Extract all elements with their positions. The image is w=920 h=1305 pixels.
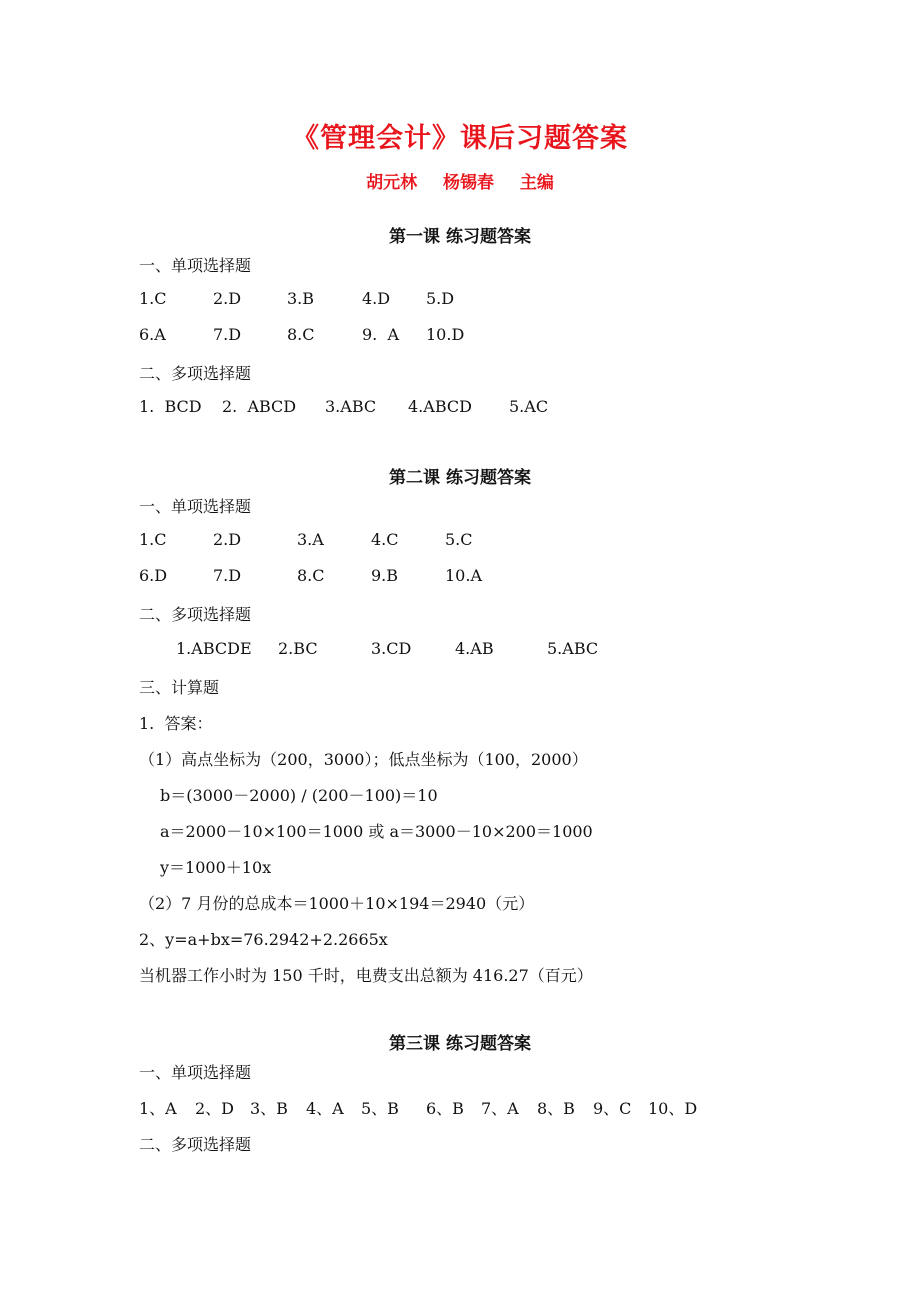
answer-item: 7.D: [213, 566, 242, 585]
authors-line: [0, 168, 920, 193]
calc-line: （2）7 月份的总成本＝1000＋10×194＝2940（元）: [139, 894, 535, 913]
answer-item: 3、B: [250, 1099, 288, 1118]
answer-item: 10.A: [445, 566, 482, 585]
answer-item: 4.AB: [455, 639, 494, 658]
lesson3-heading: 第三课 练习题答案: [389, 1034, 531, 1054]
calc-line: a＝2000－10×100＝1000 或 a＝3000－10×200＝1000: [160, 822, 593, 841]
lesson3-single-choice-label: 一、单项选择题: [139, 1063, 252, 1082]
answer-item: 1.C: [139, 289, 167, 308]
lesson2-single-choice-label: 一、单项选择题: [139, 497, 252, 516]
author-name: 胡元林: [366, 173, 418, 193]
answer-item: 1、A: [139, 1099, 177, 1118]
answer-item: 5.D: [426, 289, 455, 308]
answer-item: 4、A: [306, 1099, 344, 1118]
calc-line: 2、y=a+bx=76.2942+2.2665x: [139, 930, 388, 949]
answer-item: 8.C: [287, 325, 315, 344]
answer-item: 5.C: [445, 530, 473, 549]
answer-item: 8.C: [297, 566, 325, 585]
lesson1-multi-choice-label: 二、多项选择题: [139, 364, 252, 383]
answer-item: 2.BC: [278, 639, 318, 658]
answer-item: 9.B: [371, 566, 399, 585]
answer-item: 1. BCD: [139, 397, 202, 416]
answer-item: 4.C: [371, 530, 399, 549]
answer-item: 9、C: [593, 1099, 632, 1118]
answer-item: 4.D: [362, 289, 391, 308]
answer-item: 8、B: [537, 1099, 575, 1118]
answer-item: 10.D: [426, 325, 465, 344]
calc-line: （1）高点坐标为（200，3000）；低点坐标为（100，2000）: [139, 750, 588, 769]
answer-item: 4.ABCD: [408, 397, 472, 416]
answer-item: 2. ABCD: [222, 397, 297, 416]
answer-item: 2.D: [213, 289, 242, 308]
answer-item: 1.ABCDE: [176, 639, 252, 658]
answer-item: 6.A: [139, 325, 166, 344]
answer-item: 9. A: [362, 325, 399, 344]
answer-item: 1.C: [139, 530, 167, 549]
lesson1-heading: 第一课 练习题答案: [389, 227, 531, 247]
answer-item: 5.AC: [509, 397, 549, 416]
answer-item: 3.CD: [371, 639, 412, 658]
lesson2-calc-label: 三、计算题: [139, 678, 220, 697]
calc-line: 1. 答案：: [139, 714, 213, 733]
answer-item: 6、B: [426, 1099, 464, 1118]
answer-item: 3.A: [297, 530, 324, 549]
lesson3-multi-choice-label: 二、多项选择题: [139, 1135, 252, 1154]
answer-item: 2.D: [213, 530, 242, 549]
lesson1-single-choice-label: 一、单项选择题: [139, 256, 252, 275]
author-role: 主编: [519, 173, 554, 193]
answer-item: 3.B: [287, 289, 315, 308]
calc-line: b＝(3000－2000) / (200－100)＝10: [160, 786, 438, 805]
answer-item: 2、D: [195, 1099, 235, 1118]
lesson2-heading: 第二课 练习题答案: [389, 468, 531, 488]
answer-item: 7、A: [481, 1099, 519, 1118]
author-name: 杨锡春: [443, 173, 494, 193]
answer-item: 5.ABC: [547, 639, 599, 658]
answer-item: 10、D: [648, 1099, 698, 1118]
answer-item: 5、B: [361, 1099, 399, 1118]
answer-item: 6.D: [139, 566, 168, 585]
calc-line: 当机器工作小时为 150 千时，电费支出总额为 416.27（百元）: [139, 966, 593, 985]
document-title: 《管理会计》课后习题答案: [292, 123, 628, 154]
answer-item: 7.D: [213, 325, 242, 344]
answer-item: 3.ABC: [325, 397, 377, 416]
lesson2-multi-choice-label: 二、多项选择题: [139, 605, 252, 624]
calc-line: y＝1000＋10x: [160, 858, 272, 877]
